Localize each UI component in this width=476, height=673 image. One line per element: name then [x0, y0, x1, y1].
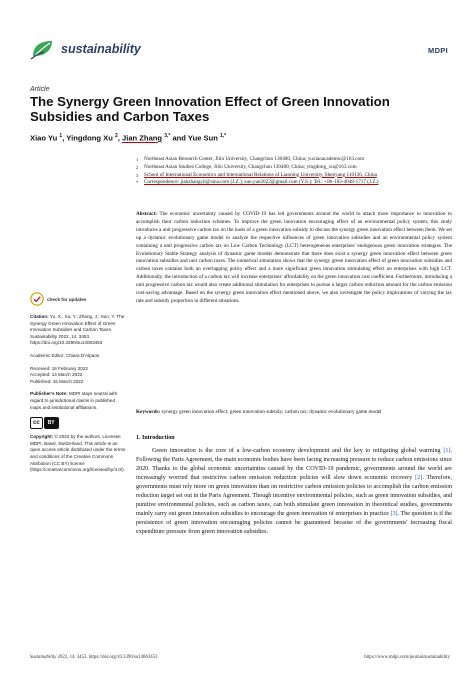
author-affiliation-mark: 2 [114, 133, 118, 139]
intro-text: . Following the Paris Agreement, the main economic bodies have been facing increasing pressure to reduce carbon emissions since 2020. Thanks to the global economic uncertainties caused by the COVID-19 pandemic, governments around the world are increasingly worried that restrictive carbon emission reduction policies will slow down economic recovery [136, 448, 453, 481]
citation-block [30, 314, 126, 347]
journal-name[interactable]: sustainability [61, 42, 141, 56]
affiliation-mark: 1 [136, 157, 139, 162]
correspondence-text[interactable]: Correspondence: jianzhangcit@sina.com (J.Z.); sun.yue2022@gmail.com (Y.S.); Tel.: +86-183-4048-1717 (J.Z.) [144, 179, 379, 186]
by-icon: BY [44, 417, 59, 429]
citation-link[interactable]: [2] [415, 475, 423, 481]
author-and: and [170, 133, 188, 143]
keywords [136, 409, 452, 417]
mdpi-logo[interactable]: MDPI [428, 46, 448, 55]
author-list [30, 133, 450, 143]
abstract-label: Abstract: [136, 211, 158, 217]
copyright-block [30, 434, 126, 474]
received-date: Received: 16 February 2022 [30, 365, 88, 371]
intro-text: . The question is if the persistence of green innovation encouraging policies cannot be guaranteed because of the governments' increasing fiscal expenditure pressure from green innovation subsidies. [136, 511, 452, 535]
author-separator: , [117, 133, 122, 143]
author-name[interactable]: Yingdong Xu [66, 133, 113, 143]
keywords-text: synergy green innovation effect; green innovation subsidy; carbon tax; dynamic evolutionary game model [161, 409, 382, 415]
author-separator: , [62, 133, 67, 143]
author-affiliation-mark: 1,* [220, 133, 227, 139]
intro-text: . Therefore, governments must rely more on green innovation than on restrictive carbon emission policies to accomplish the carbon emission reduction target set out in the Paris Agreement. Though incentive environmental policies, such as green innovation subsidies, and punitive environmental policies, such as carbon taxes, can both stimulate green innovation in theoretical studies, governments mainly carry out green innovation subsidies to encourage the green innovation of enterprises in practice [136, 475, 452, 517]
copyright-text: © 2022 by the authors. Licensee MDPI, Basel, Switzerland. This article is an open access article distributed under the terms and conditions of the Creative Commons Attribution (CC BY) license (https://creativecommons.org/licenses/by/4.0/). [30, 434, 126, 473]
affiliation-mark: 3 [136, 172, 139, 178]
affiliation-item [136, 156, 452, 164]
published-date: Published: 15 March 2022 [30, 378, 84, 384]
section-heading: 1. Introduction [136, 435, 175, 441]
author-affiliation-mark: 1 [59, 133, 63, 139]
check-for-updates-button[interactable] [30, 292, 126, 306]
author-name[interactable]: Yue Sun [187, 133, 218, 143]
author-affiliation-mark: 3,* [164, 133, 171, 139]
sustainability-logo-icon [30, 38, 56, 60]
affiliation-text: Northeast Asian Studies College, Jilin University, Changchun 130400, China; yingdong_xu@163.com [144, 163, 357, 170]
publisher-note-text: MDPI stays neutral with regard to jurisdictional claims in published maps and institutional affiliations. [30, 391, 118, 410]
cc-icon: cc [30, 417, 43, 429]
article-type: Article [30, 86, 50, 93]
author-name[interactable]: Xiao Yu [30, 133, 58, 143]
academic-editor: Academic Editor: Chiara D'Alpaos [30, 352, 100, 358]
cc-by-license-badge[interactable] [30, 417, 126, 429]
abstract [136, 211, 452, 306]
check-for-updates-icon [30, 292, 44, 306]
citation-label: Citation: [30, 314, 49, 319]
affiliation-text: School of International Economics and International Relations of Liaoning University, Shenyang 110136, China [144, 171, 377, 178]
publisher-note-label: Publisher's Note: [30, 391, 68, 397]
abstract-text: The economic uncertainty caused by COVID-19 has led governments around the world to attach more importance to innovation to accomplish their carbon reduction schemes. To improve the green innovation encouraging effect of an environmental policy system, this study introduces a unit progressive carbon tax on the basis of a green innovation subsidy to discuss the synergy green innovation effect between them. We set up a dynamic evolutionary game model to analyze the respective influences of green innovation subsidies and an environmental policy system containing a unit progressive carbon tax on Low Carbon Technology (LCT) heterogeneous enterprises' endogenous green innovation strategies. The Evolutionary Stable Strategy analysis of dynamic game models demonstrate that there does exist a synergy green innovation effect between green innovation subsidies and unit carbon taxes. The numerical simulation shows that the synergy green innovation effect of green innovation subsidies and carbon taxes contains both an overlapping policy effect and a more significant green innovation stimulating effect on enterprises with high LCT. Additionally, the introduction of a carbon tax will increase enterprises' affordability on the green innovation cost coefficient. Furthermore, introducing a unit progressive carbon tax would also create additional stimulation for enterprises to pursue a larger carbon reduction amount for the carbon emission cost-saving advantage. Based on the synergy green innovation effect mentioned above, we also investigate the policy implications of varying the tax rate and subsidy proportion in different situations. [136, 211, 452, 304]
introduction-paragraph [136, 447, 452, 537]
affiliation-item [136, 164, 452, 172]
author-name[interactable]: Jian Zhang [121, 133, 163, 143]
article-sidebar [30, 292, 126, 480]
footer-doi[interactable]: 2022, 14, 3453. https://doi.org/10.3390/su14063453 [56, 655, 158, 660]
footer-citation [30, 655, 157, 660]
check-for-updates-label: check for updates [47, 296, 87, 302]
affiliation-text: Northeast Asian Research Center, Jilin University, Changchun 130400, China; yuxiaoacademic@163.com [144, 156, 365, 162]
footer-journal: Sustainability [30, 655, 57, 660]
citation-link[interactable]: [3] [390, 511, 398, 517]
affiliation-mark: 2 [136, 164, 139, 170]
accepted-date: Accepted: 14 March 2022 [30, 372, 83, 378]
journal-header [30, 38, 448, 64]
dates-block [30, 366, 126, 386]
footer-journal-url[interactable]: https://www.mdpi.com/journal/sustainability [364, 655, 450, 660]
keywords-label: Keywords: [136, 409, 161, 415]
affiliation-item [136, 179, 452, 187]
citation-text[interactable]: Yu, X.; Xu, Y.; Zhang, J.; Sun, Y. The Synergy Green Innovation Effect of Green Innovation Subsidies and Carbon Taxes. Sustainability 2022, 14, 3453. https://doi.org/10.3390/su14063453 [30, 314, 125, 346]
copyright-label: Copyright: [30, 434, 54, 440]
article-title: The Synergy Green Innovation Effect of Green Innovation Subsidies and Carbon Taxes [30, 94, 390, 124]
citation-link[interactable]: [1] [443, 448, 451, 454]
intro-text: Green innovation is the core of a low-carbon economy development and the key to mitigating global warming [152, 448, 441, 454]
affiliations [136, 156, 452, 187]
affiliation-mark: * [136, 180, 139, 186]
publisher-note [30, 391, 126, 411]
